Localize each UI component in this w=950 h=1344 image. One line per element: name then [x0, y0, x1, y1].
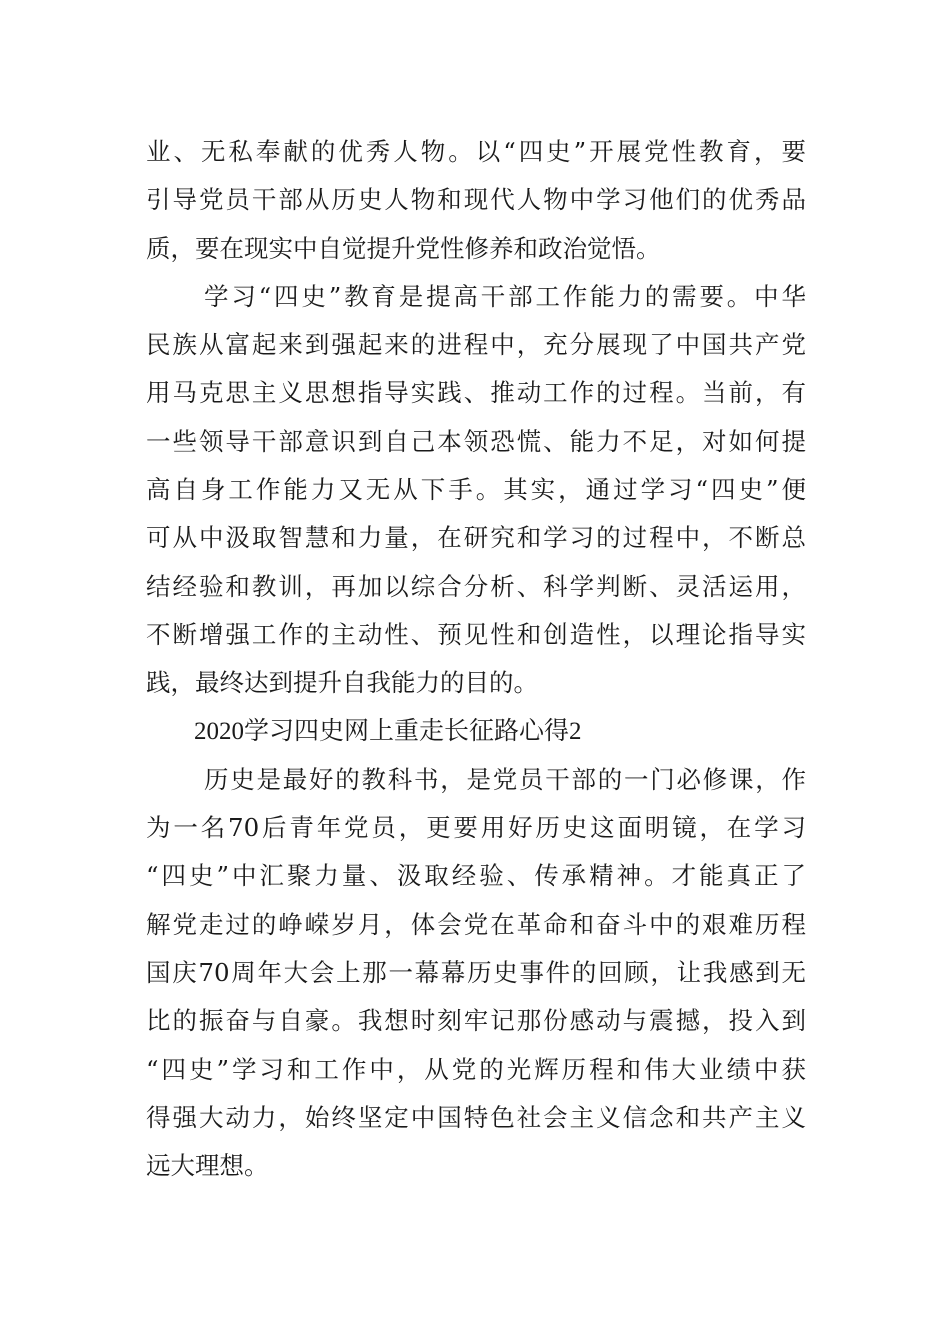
- text-line: 用马克思主义思想指导实践、推动工作的过程。当前，有: [146, 378, 806, 408]
- text-line: 一些领导干部意识到自己本领恐慌、能力不足，对如何提: [146, 426, 806, 456]
- text-line: 比的振奋与自豪。我想时刻牢记那份感动与震撼，投入到: [146, 1006, 806, 1036]
- text-line: 引导党员干部从历史人物和现代人物中学习他们的优秀品: [146, 185, 806, 215]
- text-line: 质，要在现实中自觉提升党性修养和政治觉悟。: [146, 233, 661, 263]
- text-line: 解党走过的峥嵘岁月，体会党在革命和奋斗中的艰难历程: [146, 909, 806, 939]
- text-line: 可从中汲取智慧和力量，在研究和学习的过程中，不断总: [146, 523, 806, 553]
- text-line: “四史”学习和工作中，从党的光辉历程和伟大业绩中获: [146, 1054, 806, 1084]
- paragraph-first-line: 历史是最好的教科书，是党员干部的一门必修课，作: [204, 764, 806, 794]
- document-page: [146, 128, 806, 1191]
- text-line: 国庆70周年大会上那一幕幕历史事件的回顾，让我感到无: [146, 958, 806, 988]
- text-line: 为一名70后青年党员，更要用好历史这面明镜，在学习: [146, 813, 806, 843]
- text-line: 不断增强工作的主动性、预见性和创造性，以理论指导实: [146, 619, 806, 649]
- text-line: “四史”中汇聚力量、汲取经验、传承精神。才能真正了: [146, 861, 806, 891]
- text-line: 业、无私奉献的优秀人物。以“四史”开展党性教育，要: [146, 137, 806, 166]
- text-line: 高自身工作能力又无从下手。其实，通过学习“四史”便: [146, 475, 806, 505]
- text-line: 民族从富起来到强起来的进程中，充分展现了中国共产党: [146, 330, 806, 360]
- text-line: 得强大动力，始终坚定中国特色社会主义信念和共产主义: [146, 1102, 806, 1132]
- text-line: 践，最终达到提升自我能力的目的。: [146, 668, 538, 698]
- paragraph-first-line: 学习“四史”教育是提高干部工作能力的需要。中华: [204, 281, 806, 311]
- text-line: 远大理想。: [146, 1151, 269, 1181]
- section-heading: 2020学习四史网上重走长征路心得2: [194, 717, 582, 745]
- text-line: 结经验和教训，再加以综合分析、科学判断、灵活运用，: [146, 571, 806, 601]
